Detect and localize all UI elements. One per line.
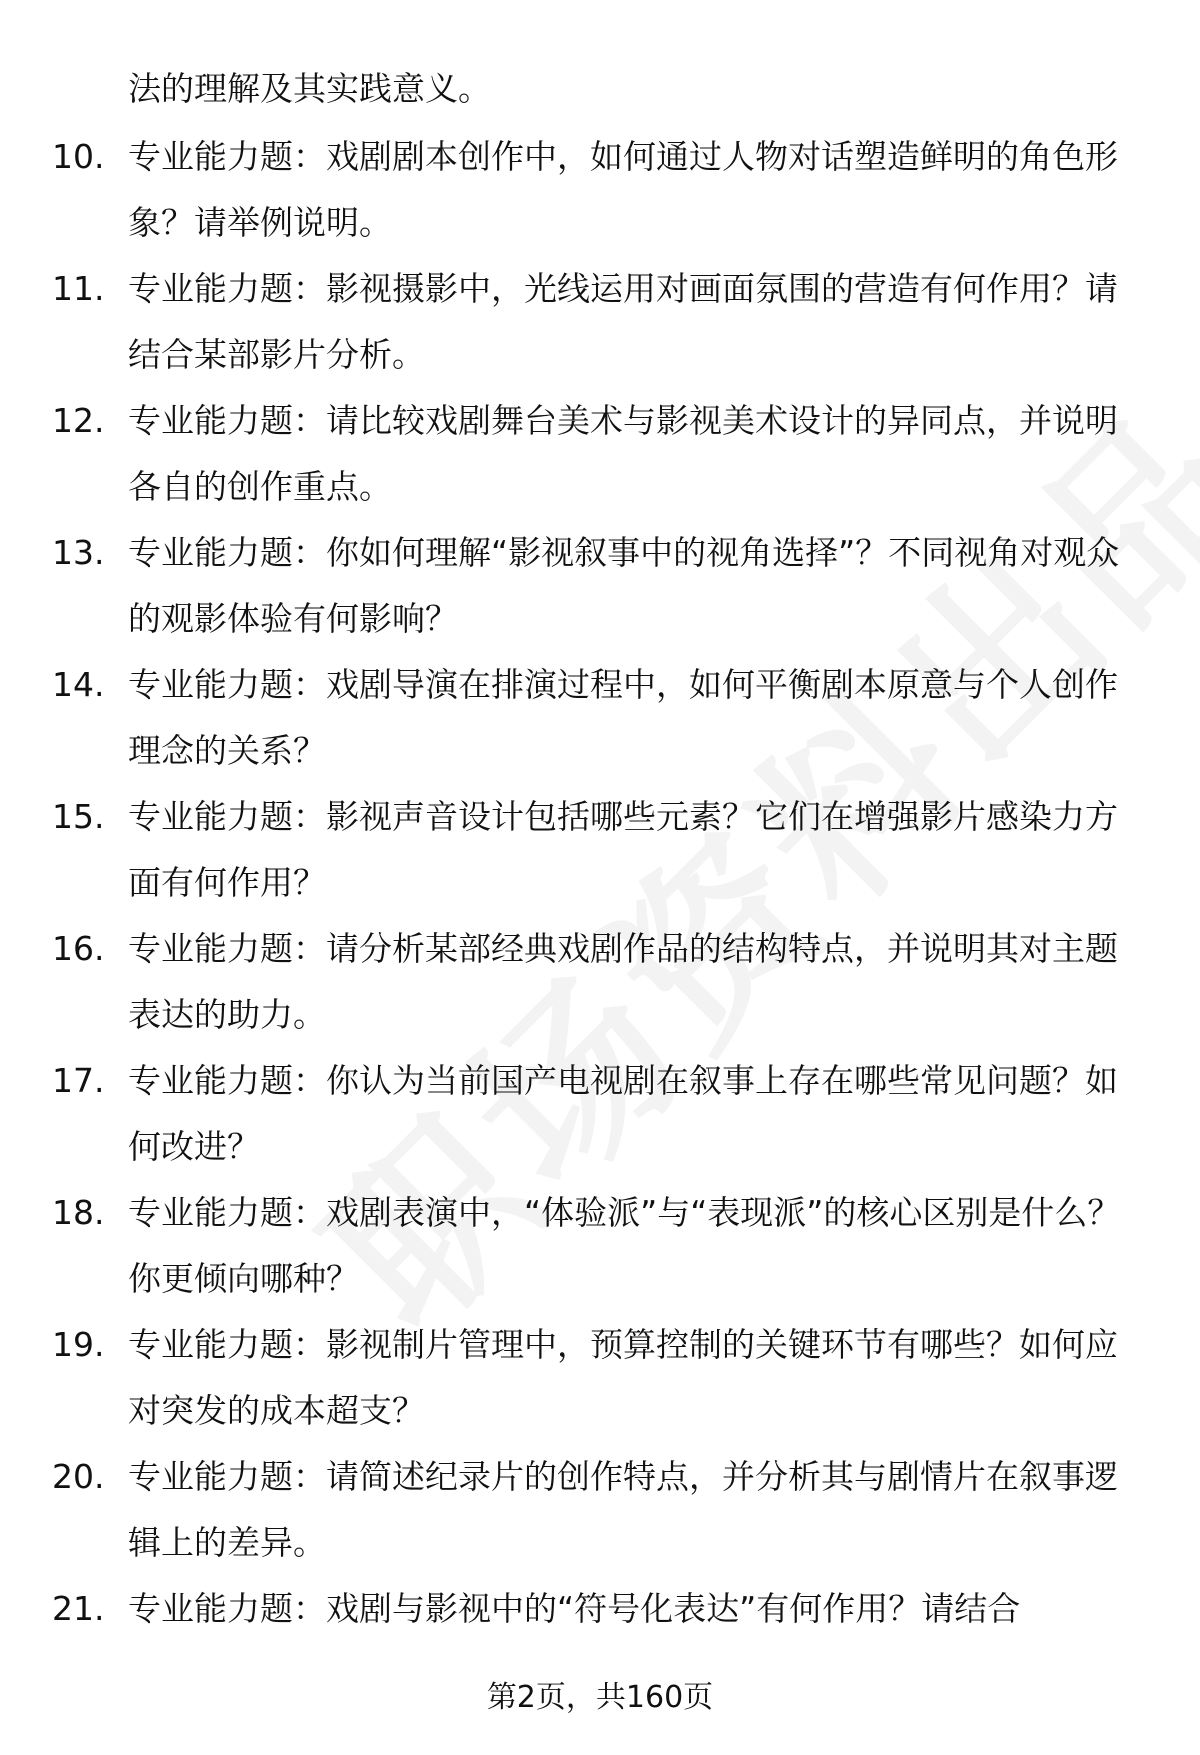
- question-text: 专业能力题：请简述纪录片的创作特点，并分析其与剧情片在叙事逻辑上的差异。: [128, 1457, 1118, 1562]
- question-item: [0, 652, 1200, 770]
- question-number: 17.: [52, 1061, 105, 1100]
- question-item: [0, 784, 1200, 902]
- question-text: 专业能力题：请分析某部经典戏剧作品的结构特点，并说明其对主题表达的助力。: [128, 929, 1118, 1034]
- question-number: 15.: [52, 797, 105, 836]
- question-number: 20.: [52, 1457, 105, 1496]
- question-text: 专业能力题：影视摄影中，光线运用对画面氛围的营造有何作用？请结合某部影片分析。: [128, 269, 1118, 374]
- question-text: 专业能力题：戏剧与影视中的“符号化表达”有何作用？请结合: [128, 1589, 1021, 1628]
- question-item: [0, 1180, 1200, 1298]
- question-item: [0, 1576, 1200, 1642]
- question-item: [0, 1048, 1200, 1166]
- question-item: [0, 388, 1200, 506]
- page-number-footer: 第2页，共160页: [486, 1680, 714, 1715]
- question-number: 11.: [52, 269, 105, 308]
- question-number: 21.: [52, 1589, 105, 1628]
- question-number: 13.: [52, 533, 105, 572]
- question-number: 10.: [52, 137, 105, 176]
- question-text: 专业能力题：影视制片管理中，预算控制的关键环节有哪些？如何应对突发的成本超支？: [128, 1325, 1118, 1430]
- question-item: [0, 1444, 1200, 1562]
- question-text: 专业能力题：戏剧表演中，“体验派”与“表现派”的核心区别是什么？你更倾向哪种？: [128, 1193, 1121, 1298]
- question-item: [0, 520, 1200, 638]
- question-number: 16.: [52, 929, 105, 968]
- question-text: 专业能力题：你认为当前国产电视剧在叙事上存在哪些常见问题？如何改进？: [128, 1061, 1118, 1166]
- question-number: 14.: [52, 665, 105, 704]
- question-number: 12.: [52, 401, 105, 440]
- question-number: 19.: [52, 1325, 105, 1364]
- question-number: 18.: [52, 1193, 105, 1232]
- question-item: [0, 256, 1200, 374]
- question-text: 专业能力题：戏剧剧本创作中，如何通过人物对话塑造鲜明的角色形象？请举例说明。: [128, 137, 1118, 242]
- question-text: 专业能力题：戏剧导演在排演过程中，如何平衡剧本原意与个人创作理念的关系？: [128, 665, 1118, 770]
- question-item: [0, 1312, 1200, 1430]
- question-text: 专业能力题：你如何理解“影视叙事中的视角选择”？不同视角对观众的观影体验有何影响？: [128, 533, 1120, 638]
- question-item: [0, 124, 1200, 242]
- question-item: [0, 916, 1200, 1034]
- question-list: [0, 124, 1200, 1642]
- question-text: 专业能力题：影视声音设计包括哪些元素？它们在增强影片感染力方面有何作用？: [128, 797, 1118, 902]
- question-text: 专业能力题：请比较戏剧舞台美术与影视美术设计的异同点，并说明各自的创作重点。: [128, 401, 1118, 506]
- continuation-text: 法的理解及其实践意义。: [128, 69, 491, 108]
